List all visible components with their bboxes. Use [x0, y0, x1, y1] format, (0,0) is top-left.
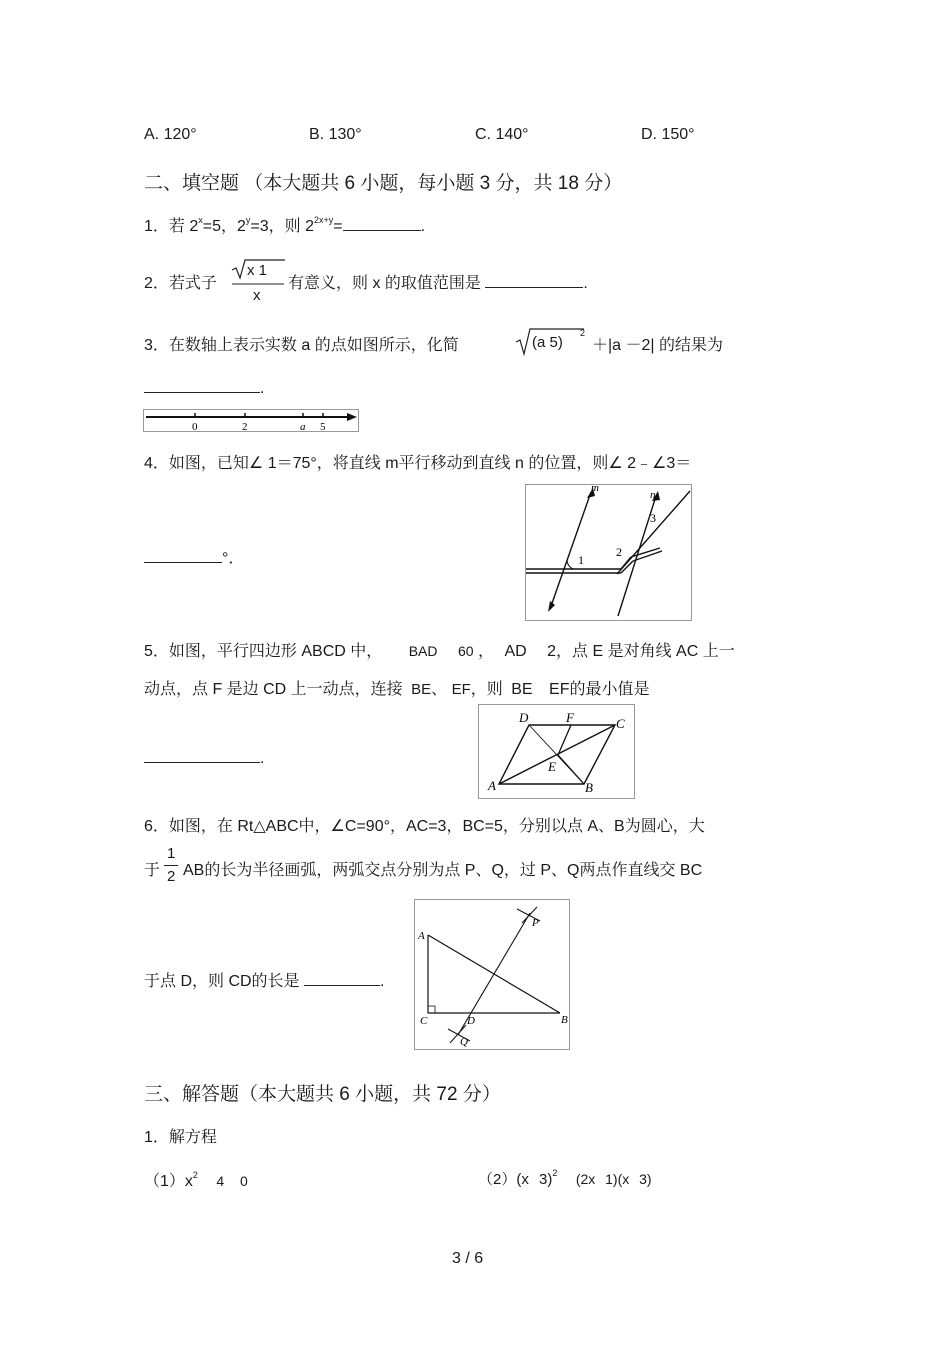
q4-figure — [525, 484, 693, 622]
q3-period: . — [260, 380, 265, 397]
equation-1 — [144, 1168, 248, 1191]
q3-pre: 3．在数轴上表示实数 a 的点如图所示，化简 — [144, 337, 459, 354]
q1-sup-y: y — [245, 215, 251, 225]
q5-cond2: 60 — [457, 643, 474, 659]
point-label-d: D — [467, 1015, 475, 1027]
q1-sup-x: x — [198, 215, 203, 225]
vertex-label-b: B — [585, 780, 593, 795]
vertex-label-b: B — [561, 1014, 568, 1026]
angle-label-3: 3 — [650, 511, 656, 525]
q5-parallelogram-figure — [478, 704, 636, 800]
option-d: D. 150° — [641, 126, 695, 143]
q5-period: . — [260, 750, 265, 767]
s3-question-1-title: 1．解方程 — [144, 1129, 217, 1146]
q2-pre: 2．若式子 — [144, 275, 217, 292]
angle-label-1: 1 — [578, 553, 584, 567]
answer-blank-4[interactable] — [144, 548, 222, 563]
q1-pre: 1．若 2 — [144, 218, 199, 235]
q6-line1: 6．如图，在 Rt△ABC中，∠C=90°，AC=3，BC=5，分别以点 A、B为圆心，大 — [144, 818, 705, 835]
q5-dot: 、 — [431, 681, 448, 698]
q4-answer-line — [144, 545, 244, 568]
q6-line3 — [144, 968, 384, 991]
answer-blank-1[interactable] — [343, 216, 421, 231]
q2-post-text: 有意义，则 x 的取值范围是 — [288, 275, 481, 292]
eq2-sup: 2 — [552, 1168, 558, 1178]
option-b: B. 130° — [309, 126, 362, 143]
q5-two: 2 — [547, 643, 557, 660]
q3-post: ＋|a －2| 的结果为 — [592, 337, 724, 354]
eq2-post: (2x 1)(x 3) — [575, 1171, 652, 1187]
page-number: 3 / 6 — [452, 1250, 484, 1267]
tick-label-a: a — [300, 421, 306, 433]
q6-line2-post: AB的长为半径画弧，两弧交点分别为点 P、Q，过 P、Q两点作直线交 BC — [183, 862, 703, 879]
q5-be: BE — [411, 681, 432, 698]
q5-cond1: BAD — [408, 643, 438, 659]
tick-label-2: 2 — [242, 421, 248, 433]
q1-mid2: =3，则 2 — [250, 218, 314, 235]
q3-answer-line — [144, 378, 264, 398]
q5-line2-post: 的最小值是 — [569, 681, 650, 698]
vertex-label-c: C — [420, 1015, 428, 1027]
q5-be2: BE — [511, 681, 533, 698]
answer-blank-2[interactable] — [485, 273, 583, 288]
label-n: n — [650, 489, 656, 501]
eq1-post: 4 0 — [216, 1173, 248, 1189]
q5-line1 — [144, 638, 735, 661]
answer-blank-3[interactable] — [144, 378, 260, 393]
number-line-figure — [143, 409, 361, 433]
vertex-label-d: D — [519, 710, 529, 725]
tick-label-0: 0 — [192, 421, 198, 433]
option-a: A. 120° — [144, 126, 197, 143]
tick-label-5: 5 — [320, 421, 326, 433]
q3-radicand: (a 5) — [532, 334, 563, 351]
q2-period: . — [583, 275, 588, 292]
q5-line1-post: ，点 E 是对角线 AC 上一 — [556, 643, 735, 660]
q2-fraction — [230, 258, 286, 306]
q2-post — [288, 270, 588, 293]
section-heading-fill: 二、填空题 （本大题共 6 小题，每小题 3 分，共 18 分） — [144, 173, 623, 194]
question-4: 4．如图，已知∠ 1＝75°，将直线 m平行移动到直线 n 的位置，则∠ 2﹣∠3＝ — [144, 455, 692, 472]
point-label-p: P — [532, 917, 539, 929]
vertex-label-c: C — [616, 716, 625, 731]
label-m: m — [591, 484, 599, 494]
vertex-label-a: A — [418, 930, 425, 942]
q6-line2-pre: 于 — [144, 862, 161, 879]
q3-sup: 2 — [580, 328, 586, 338]
q5-sep1: ， — [477, 643, 494, 660]
q1-equals: = — [333, 218, 343, 235]
point-label-f: F — [566, 710, 574, 725]
answer-blank-6[interactable] — [304, 971, 380, 986]
q5-line2 — [144, 676, 650, 699]
equation-2 — [478, 1168, 652, 1189]
q5-line2-pre: 动点，点 F 是边 CD 上一动点，连接 — [144, 681, 403, 698]
eq2-pre: （2）(x 3) — [478, 1171, 553, 1188]
q1-sup-exp: 2x+y — [314, 215, 334, 225]
fraction-bar — [164, 865, 178, 866]
q1-mid1: =5，2 — [202, 218, 246, 235]
point-label-q: Q — [460, 1036, 468, 1048]
point-label-e: E — [548, 759, 556, 774]
section-heading-solve: 三、解答题（本大题共 6 小题，共 72 分） — [144, 1084, 501, 1105]
q5-line2-mid: ，则 — [470, 681, 503, 698]
q2-numerator: x 1 — [247, 262, 268, 279]
q6-frac-num: 1 — [167, 845, 176, 862]
answer-blank-5[interactable] — [144, 748, 260, 763]
question-1 — [144, 213, 425, 236]
q5-answer-line — [144, 748, 264, 768]
eq1-pre: （1）x — [144, 1173, 193, 1190]
q6-frac-den: 2 — [167, 868, 176, 885]
q5-line1-pre: 5．如图，平行四边形 ABCD 中， — [144, 643, 383, 660]
q1-period: . — [420, 218, 426, 235]
q3-radical — [514, 326, 592, 358]
q6-fraction — [164, 845, 178, 887]
angle-label-2: 2 — [616, 545, 622, 559]
q5-ef2: EF — [549, 681, 570, 698]
option-c: C. 140° — [475, 126, 529, 143]
vertex-label-a: A — [488, 778, 496, 793]
q2-denominator: x — [253, 287, 261, 304]
q6-triangle-figure — [414, 899, 571, 1051]
eq1-sup: 2 — [192, 1170, 198, 1180]
q5-ef: EF — [451, 681, 471, 698]
q6-line3-text: 于点 D，则 CD的长是 — [144, 973, 300, 990]
q5-ad: AD — [504, 643, 527, 660]
q6-period: . — [380, 973, 385, 990]
q4-tail: °． — [222, 550, 245, 567]
